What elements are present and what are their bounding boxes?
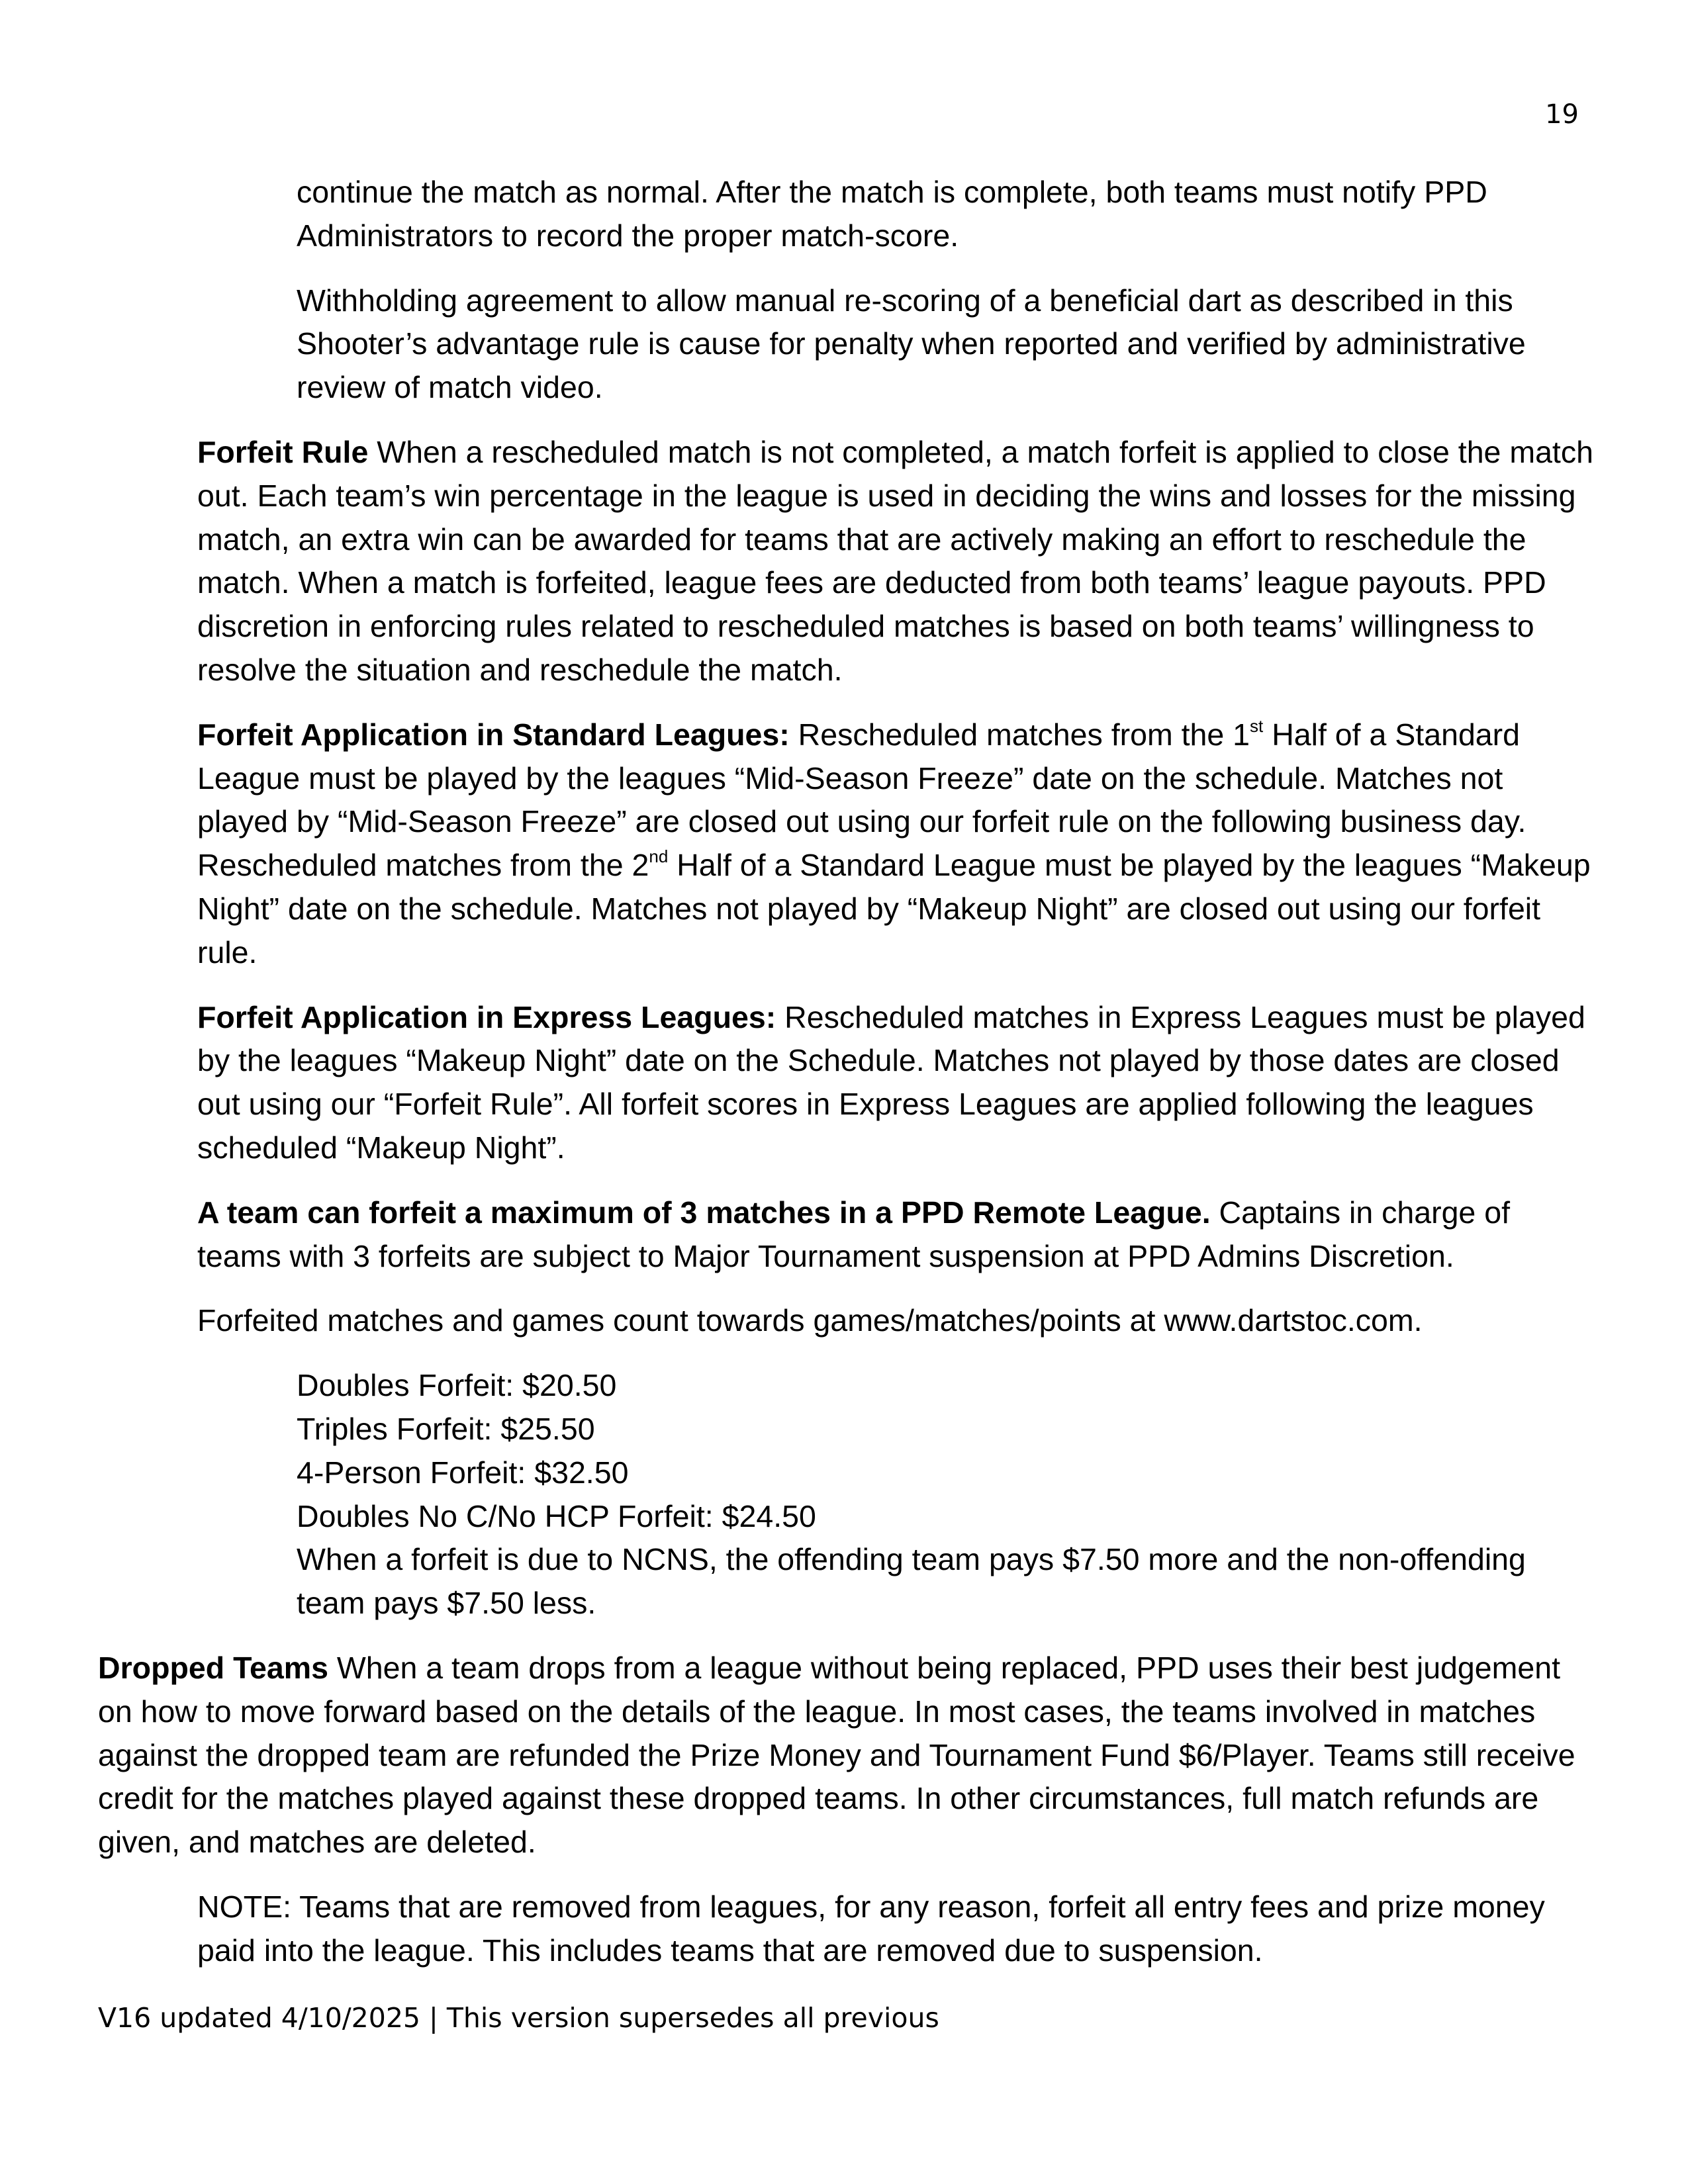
note-text: NOTE: Teams that are removed from leagues, for any reason, forfeit all entry fees and prize money paid into the league. This includes teams that are removed due to suspension. [197,1889,1545,1968]
continued-paragraph [297,171,1595,258]
max-forfeit-paragraph [197,1191,1595,1279]
list-item: When a forfeit is due to NCNS, the offending team pays $7.50 more and the non-offending team pays $7.50 less. [297,1542,1526,1621]
page-number: 19 [1545,99,1579,130]
withholding-text: Withholding agreement to allow manual re-scoring of a beneficial dart as described in this Shooter’s advantage rule is cause for penalty when reported and verified by administrative review of match video. [297,283,1526,405]
list-item: 4-Person Forfeit: $32.50 [297,1455,629,1490]
forfeit-fee-list [297,1364,1595,1625]
forfeit-rule-text: When a rescheduled match is not completed, a match forfeit is applied to close the match out. Each team’s win percentage in the league is used in deciding the wins and losses for the missing match, an extra win can be awarded for teams that are actively making an effort to reschedule the match. When a match is forfeited, league fees are deducted from both teams’ league payouts. PPD discretion in enforcing rules related to rescheduled matches is based on both teams’ willingness to resolve the situation and reschedule the match. [197,434,1593,687]
list-item: Doubles No C/No HCP Forfeit: $24.50 [297,1498,816,1533]
max-forfeit-text: Captains in charge of teams with 3 forfeits are subject to Major Tournament suspension at PPD Admins Discretion. [197,1195,1510,1273]
forfeit-rule-heading: Forfeit Rule [197,434,369,469]
standard-leagues-heading: Forfeit Application in Standard Leagues: [197,717,790,752]
standard-leagues-text-1: Rescheduled matches from the 1 [789,717,1250,752]
standard-leagues-text-2: Half of a Standard League must be played by the leagues “Mid-Season Freeze” date on the schedule. Matches not played by “Mid-Season Freeze” are closed out using our forfeit rule on the following business day. Rescheduled matches from the 2 [197,717,1526,883]
note-paragraph [197,1886,1595,1973]
express-leagues-heading: Forfeit Application in Express Leagues: [197,999,776,1034]
dropped-teams-paragraph [98,1647,1595,1864]
list-item: Triples Forfeit: $25.50 [297,1411,595,1446]
list-item: Doubles Forfeit: $20.50 [297,1368,617,1403]
withholding-paragraph [297,279,1595,410]
document-body [0,171,1688,1993]
dropped-teams-text: When a team drops from a league without being replaced, PPD uses their best judgement on how to move forward based on the details of the league. In most cases, the teams involved in matches against the dropped team are refunded the Prize Money and Tournament Fund $6/Player. Teams still receive credit for the matches played against these dropped teams. In other circumstances, full match refunds are given, and matches are deleted. [98,1650,1575,1860]
dropped-teams-heading: Dropped Teams [98,1650,328,1685]
express-leagues-paragraph [197,996,1595,1170]
express-leagues-text: Rescheduled matches in Express Leagues must be played by the leagues “Makeup Night” date on the Schedule. Matches not played by those dates are closed out using our “Forfeit Rule”. All forfeit scores in Express Leagues are applied following the leagues scheduled “Makeup Night”. [197,999,1585,1165]
standard-leagues-paragraph [197,713,1595,975]
version-footer: V16 updated 4/10/2025 | This version supersedes all previous [98,2002,939,2034]
superscript-st: st [1250,715,1264,736]
forfeit-rule-paragraph [197,431,1595,692]
max-forfeit-heading: A team can forfeit a maximum of 3 matches in a PPD Remote League. [197,1195,1211,1230]
forfeit-count-text: Forfeited matches and games count towards games/matches/points at www.dartstoc.com. [197,1303,1423,1338]
superscript-nd: nd [649,846,669,867]
forfeit-count-paragraph [197,1299,1595,1343]
standard-leagues-text-3: Half of a Standard League must be played by the leagues “Makeup Night” date on the schedule. Matches not played by “Makeup Night” are closed out using our forfeit rule. [197,848,1591,970]
continued-text: continue the match as normal. After the match is complete, both teams must notify PPD Administrators to record the proper match-score. [297,175,1487,253]
